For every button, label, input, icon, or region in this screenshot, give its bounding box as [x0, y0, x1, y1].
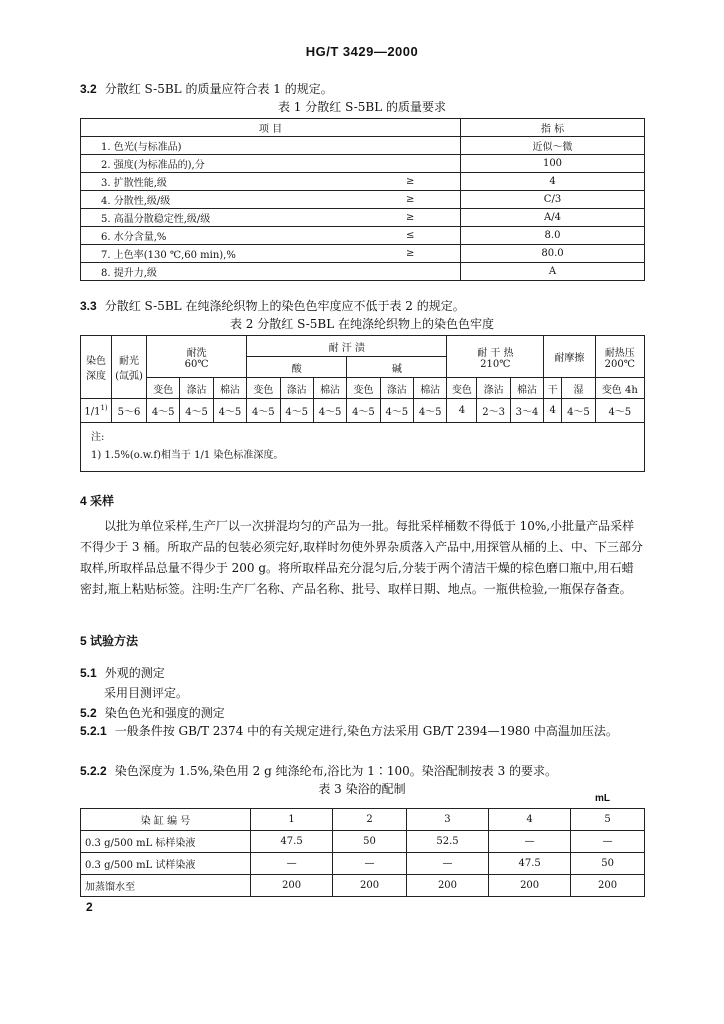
item-cell: 4. 分散性,级/级 — [81, 191, 361, 209]
item-cell: 5. 高温分散稳定性,级/级 — [81, 209, 361, 227]
table-row — [81, 155, 645, 173]
value-cell: 200 — [251, 875, 333, 897]
clause-5-2 — [80, 704, 225, 721]
clause-text: 染色深度为 1.5%,染色用 2 g 纯涤纶布,浴比为 1∶100。染浴配制按表 3 的要求。 — [114, 764, 558, 778]
value-cell: C/3 — [461, 191, 645, 209]
value-cell: — — [489, 831, 571, 853]
table-row — [81, 209, 645, 227]
header-acid: 酸 — [247, 357, 347, 378]
subheader-cell: 涤沾 — [380, 378, 413, 399]
subheader-cell: 干 — [544, 378, 562, 399]
row-label: 0.3 g/500 mL 标样染液 — [81, 831, 251, 853]
subheader-cell: 变色 4h — [595, 378, 644, 399]
value-cell: 52.5 — [406, 831, 488, 853]
value-cell: 200 — [333, 875, 407, 897]
subheader-cell: 变色 — [247, 378, 280, 399]
header-col: 5 — [571, 809, 645, 831]
value-cell: 4～5 — [595, 399, 644, 423]
table-row — [81, 399, 645, 423]
header-index: 指 标 — [461, 119, 645, 137]
wash-label: 耐洗 — [186, 347, 207, 359]
header-dryheat — [447, 336, 544, 378]
subheader-cell: 棉沾 — [313, 378, 346, 399]
clause-5-2-1 — [80, 721, 645, 742]
quality-requirements-table — [80, 118, 645, 281]
value-cell: 4～5 — [147, 399, 180, 423]
value-cell: 100 — [461, 155, 645, 173]
clause-3-2 — [80, 80, 333, 97]
item-cell: 1. 色光(与标准品) — [81, 137, 361, 155]
symbol-cell — [361, 155, 461, 173]
symbol-cell: ≥ — [361, 209, 461, 227]
table1-caption: 表 1 分散红 S-5BL 的质量要求 — [277, 100, 447, 114]
depth-cell — [81, 399, 112, 423]
value-cell: 3～4 — [510, 399, 543, 423]
hotpress-label: 耐热压 — [604, 347, 635, 359]
item-cell: 8. 提升力,级 — [81, 263, 361, 281]
value-cell: 4～5 — [313, 399, 346, 423]
value-cell: 47.5 — [251, 831, 333, 853]
value-cell: 4～5 — [280, 399, 313, 423]
light-cell: 5～6 — [112, 399, 147, 423]
section-5-title: 5 试验方法 — [80, 634, 139, 648]
note-label: 注: — [91, 432, 105, 443]
clause-number: 5.1 — [80, 666, 97, 680]
header-light: 耐光(氙弧) — [112, 336, 147, 399]
value-cell: 4～5 — [414, 399, 447, 423]
clause-5-1 — [80, 664, 165, 681]
symbol-cell: ≤ — [361, 227, 461, 245]
item-cell: 7. 上色率(130 ℃,60 min),% — [81, 245, 361, 263]
subheader-cell: 变色 — [147, 378, 180, 399]
table-row — [81, 875, 645, 897]
value-cell: A — [461, 263, 645, 281]
table-header-row — [81, 336, 645, 357]
header-col: 3 — [406, 809, 488, 831]
symbol-cell — [361, 263, 461, 281]
clause-number: 5.2.2 — [80, 764, 107, 778]
item-cell: 3. 扩散性能,级 — [81, 173, 361, 191]
depth-value: 1/1 — [84, 406, 101, 418]
dryheat-label: 耐 干 热 — [477, 347, 514, 359]
table-header-row — [81, 119, 645, 137]
clause-number: 5.2.1 — [80, 724, 107, 738]
table2-caption: 表 2 分散红 S-5BL 在纯涤纶织物上的染色色牢度 — [229, 317, 495, 331]
table-note — [81, 423, 645, 472]
clause-title: 外观的测定 — [104, 666, 165, 680]
table-header-row — [81, 809, 645, 831]
header-item: 项 目 — [81, 119, 461, 137]
wash-temp: 60℃ — [184, 358, 209, 370]
value-cell: 50 — [571, 853, 645, 875]
clause-title: 染色色光和强度的测定 — [104, 706, 225, 720]
clause-5-2-2 — [80, 762, 557, 779]
value-cell: 4～5 — [347, 399, 380, 423]
dye-bath-table — [80, 808, 645, 897]
item-cell: 6. 水分含量,% — [81, 227, 361, 245]
clause-5-1-body: 采用目测评定。 — [104, 686, 189, 700]
value-cell: 80.0 — [461, 245, 645, 263]
value-cell: 4～5 — [180, 399, 213, 423]
header-rub: 耐摩擦 — [544, 336, 595, 378]
value-cell: — — [333, 853, 407, 875]
subheader-cell: 湿 — [562, 378, 595, 399]
table3-unit: mL — [595, 793, 610, 804]
value-cell: 8.0 — [461, 227, 645, 245]
value-cell: 4 — [544, 399, 562, 423]
value-cell: 4 — [447, 399, 477, 423]
table-subheader-row — [81, 378, 645, 399]
footnote-ref: 1) — [100, 403, 108, 412]
hotpress-temp: 200℃ — [604, 358, 635, 370]
subheader-cell: 棉沾 — [510, 378, 543, 399]
standard-code: HG/T 3429—2000 — [305, 44, 419, 59]
note-text: 1) 1.5%(o.w.f)相当于 1/1 染色标准深度。 — [91, 450, 284, 461]
subheader-cell: 棉沾 — [414, 378, 447, 399]
table3-caption: 表 3 染浴的配制 — [318, 782, 406, 796]
value-cell: 2～3 — [477, 399, 510, 423]
value-cell: 4～5 — [380, 399, 413, 423]
row-label: 加蒸馏水至 — [81, 875, 251, 897]
clause-number: 5.2 — [80, 706, 97, 720]
clause-text: 分散红 S-5BL 在纯涤纶织物上的染色色牢度应不低于表 2 的规定。 — [104, 299, 465, 313]
table-row — [81, 173, 645, 191]
clause-text: 一般条件按 GB/T 2374 中的有关规定进行,染色方法采用 GB/T 2394—1980 中高温加压法。 — [114, 724, 618, 738]
color-fastness-table — [80, 335, 645, 472]
value-cell: — — [251, 853, 333, 875]
value-cell: 4 — [461, 173, 645, 191]
header-sweat: 耐 汗 渍 — [247, 336, 447, 357]
value-cell: 200 — [571, 875, 645, 897]
table-row — [81, 831, 645, 853]
header-hotpress — [595, 336, 644, 378]
header-col: 1 — [251, 809, 333, 831]
clause-3-3 — [80, 297, 465, 314]
header-col: 4 — [489, 809, 571, 831]
header-alkali: 碱 — [347, 357, 447, 378]
table-row — [81, 227, 645, 245]
value-cell: — — [571, 831, 645, 853]
subheader-cell: 涤沾 — [180, 378, 213, 399]
subheader-cell: 涤沾 — [477, 378, 510, 399]
value-cell: A/4 — [461, 209, 645, 227]
table-row — [81, 191, 645, 209]
table-row — [81, 263, 645, 281]
clause-text: 分散红 S-5BL 的质量应符合表 1 的规定。 — [104, 82, 333, 96]
section-4-title: 4 采样 — [80, 494, 115, 508]
subheader-cell: 变色 — [447, 378, 477, 399]
table-row — [81, 245, 645, 263]
table-row — [81, 853, 645, 875]
value-cell: 近似～微 — [461, 137, 645, 155]
symbol-cell — [361, 137, 461, 155]
clause-number: 3.3 — [80, 299, 97, 313]
subheader-cell: 棉沾 — [213, 378, 246, 399]
value-cell: 200 — [406, 875, 488, 897]
subheader-cell: 涤沾 — [280, 378, 313, 399]
page-number: 2 — [86, 900, 93, 914]
value-cell: 4～5 — [247, 399, 280, 423]
table-note-row — [81, 423, 645, 472]
value-cell: 4～5 — [213, 399, 246, 423]
header-wash — [147, 336, 247, 378]
value-cell: 47.5 — [489, 853, 571, 875]
row-label: 0.3 g/500 mL 试样染液 — [81, 853, 251, 875]
header-depth: 染色深度 — [81, 336, 112, 399]
dryheat-temp: 210℃ — [480, 358, 511, 370]
item-cell: 2. 强度(为标准品的),分 — [81, 155, 361, 173]
value-cell: — — [406, 853, 488, 875]
subheader-cell: 变色 — [347, 378, 380, 399]
clause-number: 3.2 — [80, 82, 97, 96]
table-row — [81, 137, 645, 155]
value-cell: 50 — [333, 831, 407, 853]
symbol-cell: ≥ — [361, 173, 461, 191]
header-label: 染 缸 编 号 — [81, 809, 251, 831]
section-4-paragraph: 以批为单位采样,生产厂以一次拼混均匀的产品为一批。每批采样桶数不得低于 10%,小批量产品采样不得少于 3 桶。所取产品的包装必须完好,取样时勿使外界杂质落入产品中,用探管从桶的上、中、下三部分取样,所取样品总量不得少于 200 g。将所取样品充分混匀后,分装于两个清洁干燥的棕色磨口瓶中,用石蜡密封,瓶上粘贴标签。注明:生产厂名称、产品名称、批号、取样日期、地点。一瓶供检验,一瓶保存备查。 — [80, 519, 643, 596]
header-col: 2 — [333, 809, 407, 831]
value-cell: 4～5 — [562, 399, 595, 423]
symbol-cell: ≥ — [361, 191, 461, 209]
value-cell: 200 — [489, 875, 571, 897]
symbol-cell: ≥ — [361, 245, 461, 263]
